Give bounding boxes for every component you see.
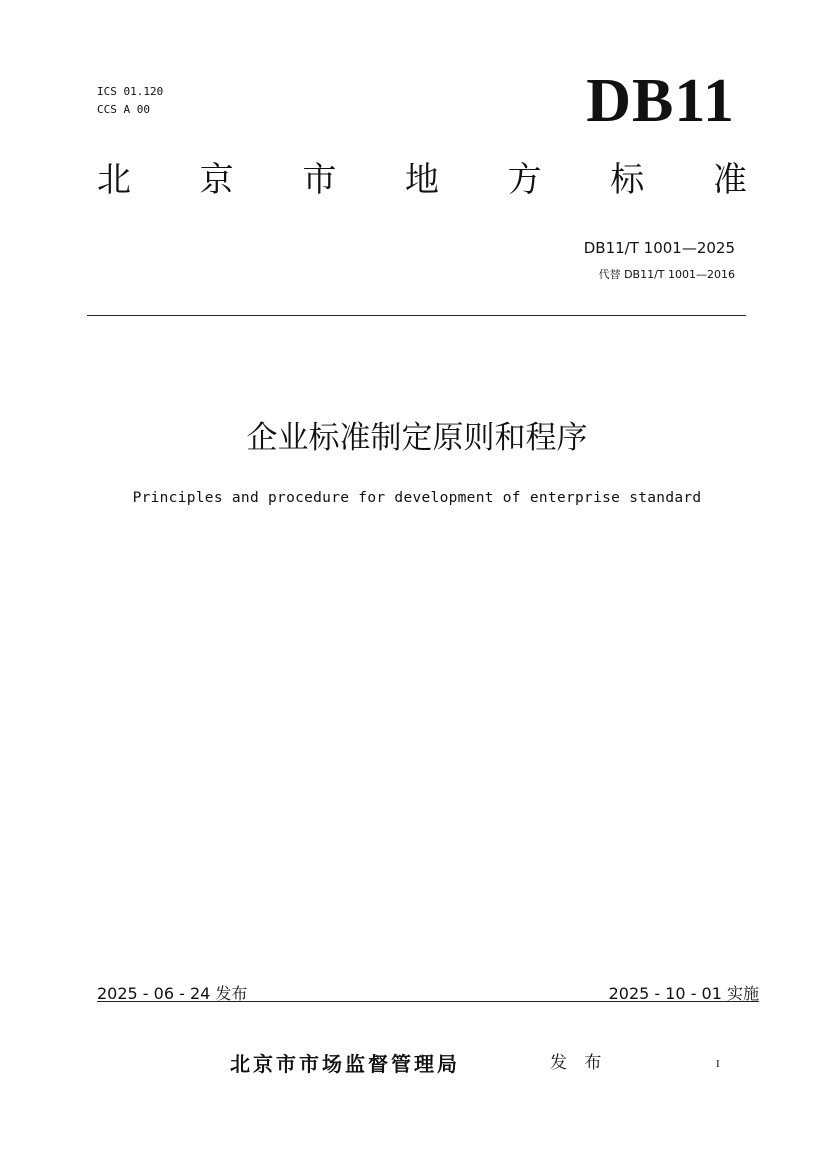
footer-divider bbox=[97, 1001, 759, 1002]
effective-date: 2025 - 10 - 01 实施 bbox=[608, 984, 759, 1003]
standard-type-char: 方 bbox=[507, 160, 542, 200]
standard-type-char: 地 bbox=[404, 160, 439, 200]
ics-code: ICS 01.120 bbox=[97, 85, 164, 98]
issue-label: 发 布 bbox=[550, 1053, 608, 1073]
standard-type-char: 京 bbox=[199, 160, 234, 200]
standard-type-char: 市 bbox=[302, 160, 337, 200]
issuing-authority: 北京市市场监督管理局 bbox=[230, 1052, 460, 1076]
document-title-english: Principles and procedure for development of enterprise standard bbox=[132, 490, 702, 506]
replaces-standard: 代替 DB11/T 1001—2016 bbox=[598, 268, 735, 281]
publication-date: 2025 - 06 - 24 发布 bbox=[97, 984, 248, 1003]
standard-type-char: 标 bbox=[610, 160, 645, 200]
header-divider bbox=[87, 315, 746, 316]
standard-number: DB11/T 1001—2025 bbox=[583, 239, 735, 257]
page-number: I bbox=[716, 1058, 720, 1070]
standard-type-char: 准 bbox=[712, 160, 747, 200]
classification-codes bbox=[97, 83, 163, 119]
standard-type-heading bbox=[97, 158, 747, 202]
document-title-chinese: 企业标准制定原则和程序 bbox=[246, 420, 588, 456]
standard-type-char: 北 bbox=[97, 160, 131, 200]
ccs-code: CCS A 00 bbox=[97, 103, 150, 116]
db11-logo: DB11 bbox=[586, 67, 735, 135]
